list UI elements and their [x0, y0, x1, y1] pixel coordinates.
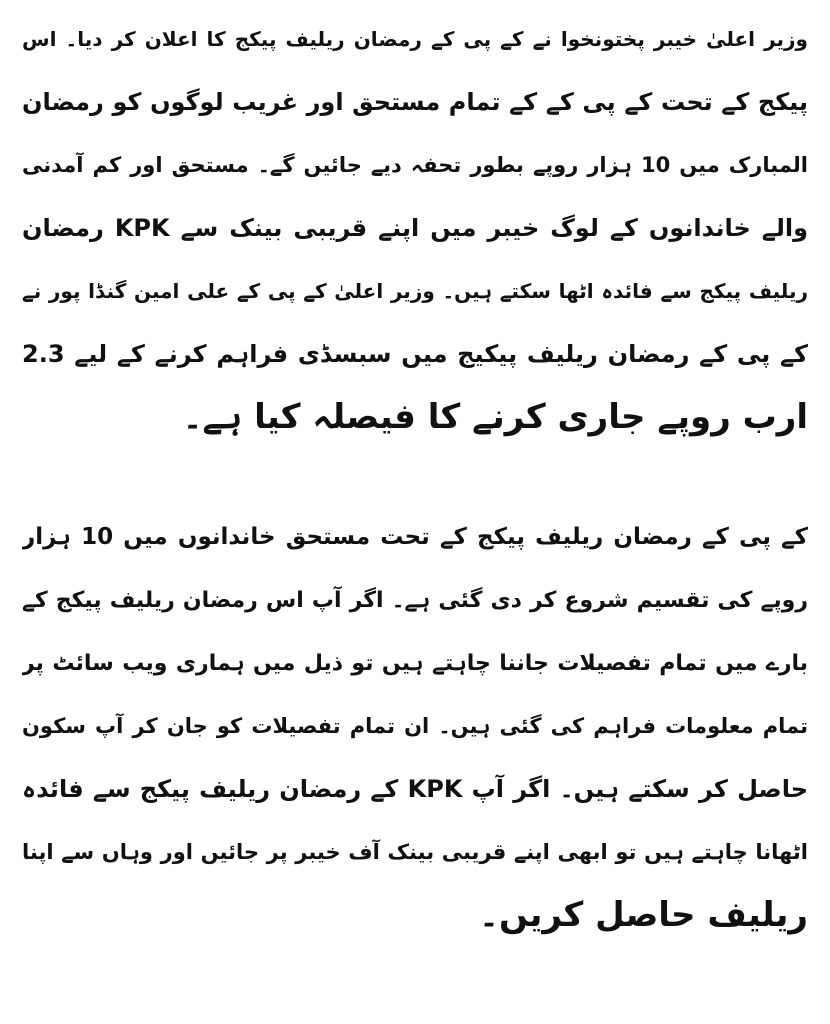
paragraph-2-line: روپے کی تقسیم شروع کر دی گئی ہے۔ اگر آپ اس رمضان ریلیف پیکج کے	[22, 588, 808, 613]
article-paragraph-1	[22, 8, 808, 449]
paragraph-2-line: اٹھانا چاہتے ہیں تو ابھی اپنے قریبی بینک آف خیبر پر جائیں اور وہاں سے اپنا	[22, 840, 808, 864]
paragraph-1-line: ریلیف پیکج سے فائدہ اٹھا سکتے ہیں۔ وزیر اعلیٰ کے پی کے علی امین گنڈا پور نے	[22, 279, 808, 303]
paragraph-1-line: وزیر اعلیٰ خیبر پختونخوا نے کے پی کے رمضان ریلیف پیکج کا اعلان کر دیا۔ اس	[22, 27, 808, 51]
paragraph-2-line: کے پی کے رمضان ریلیف پیکج کے تحت مستحق خاندانوں میں 10 ہزار	[22, 524, 808, 550]
paragraph-spacer	[22, 449, 808, 506]
paragraph-1-line: المبارک میں 10 ہزار روپے بطور تحفہ دیے جائیں گے۔ مستحق اور کم آمدنی	[22, 153, 808, 177]
paragraph-2-line: ریلیف حاصل کریں۔	[479, 895, 808, 935]
paragraph-1-line: کے پی کے رمضان ریلیف پیکیج میں سبسڈی فراہم کرنے کے لیے 2.3	[22, 340, 808, 368]
paragraph-1-line: پیکج کے تحت کے پی کے کے تمام مستحق اور غریب لوگوں کو رمضان	[22, 88, 808, 116]
paragraph-1-line: ارب روپے جاری کرنے کا فیصلہ کیا ہے۔	[182, 397, 808, 437]
article-paragraph-2	[22, 506, 808, 947]
paragraph-1-line: والے خاندانوں کے لوگ خیبر میں اپنے قریبی بینک سے KPK رمضان	[22, 214, 808, 242]
paragraph-2-line: تمام معلومات فراہم کی گئی ہیں۔ ان تمام تفصیلات کو جان کر آپ سکون	[22, 714, 808, 738]
paragraph-2-line: حاصل کر سکتے ہیں۔ اگر آپ KPK کے رمضان ریلیف پیکج سے فائدہ	[22, 775, 808, 803]
paragraph-2-line: بارے میں تمام تفصیلات جاننا چاہتے ہیں تو ذیل میں ہماری ویب سائٹ پر	[22, 651, 808, 676]
